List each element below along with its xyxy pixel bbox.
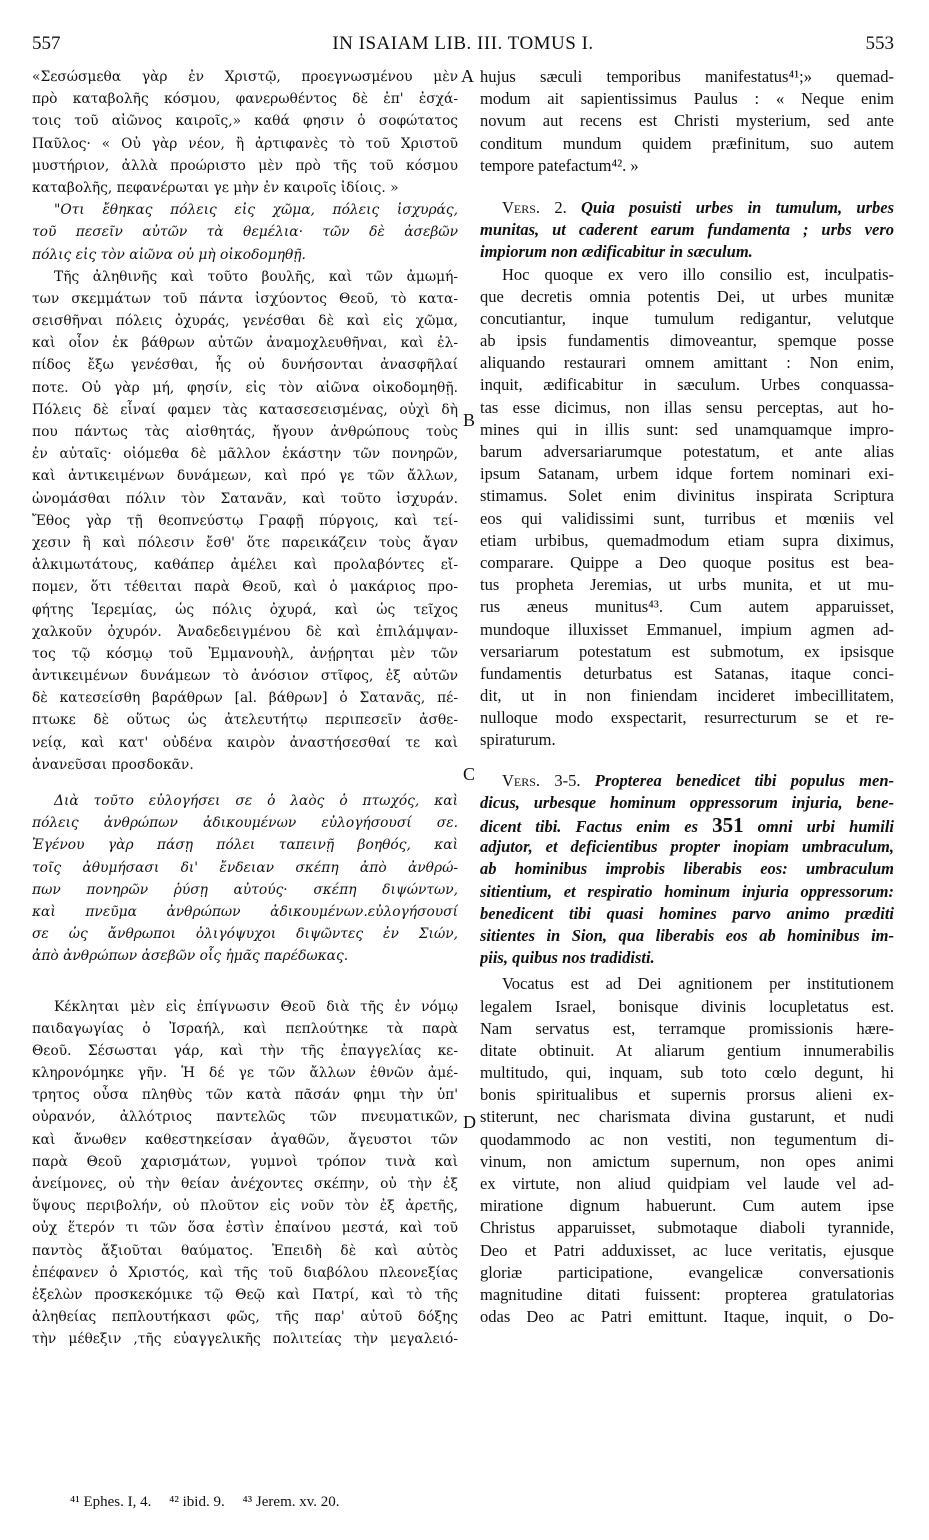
verse-line: πων πονηρῶν ῥύσῃ αὐτούς· σκέπη διψώντων, (32, 881, 458, 898)
text-line: χεσιν ἢ καὶ πόλεσιν ἔσθ' ὅτε παρεικάζειν τοὺς ἄγαν (32, 534, 458, 551)
verse-line: sitientes in Sion, qua liberabis eos ab hominibus im- (480, 925, 894, 945)
text-line: Deo et Patri adduxisset, ac luce veritatis, ejusque (480, 1240, 894, 1260)
text-line: que decretis omnia potentis Dei, ut urbes munitæ (480, 286, 894, 306)
running-title: IN ISAIAM LIB. III. TOMUS I. (332, 33, 594, 54)
text-line: τοις τοῦ αἰῶνος καιροῖς,» καθά φησιν ὁ σοφώτατος (32, 113, 458, 130)
text-line: ex virtute, non aliud quidpiam vel laude vel ad- (480, 1174, 894, 1193)
verse-label: Vers. 2. (502, 197, 567, 217)
footnote: ⁴² ibid. 9. (169, 1494, 225, 1510)
text-line: Hoc quoque ex vero illo consilio est, inculpatis- (502, 264, 894, 284)
text-line: ἀνείμονες, οὐ τὴν θείαν ἀνέχοντες σκέπην, οὐ τὴν ἐξ (32, 1176, 458, 1192)
text-line: ἀντικειμένων δυνάμεων τὸ ἀνόσιον στῖφος, ἐξ αὐτῶν (32, 668, 458, 685)
text-line: καὶ οἷον ἐκ βάθρων αὐτῶν ἀναμοχλευθῆναι, καὶ ἐλ- (32, 335, 458, 352)
verse-line: Ἐγένου γὰρ πάσῃ πόλει ταπεινῇ βοηθός, καὶ (32, 837, 458, 854)
text-line: dit, ut in non finiendam incideret imbecillitatem, (480, 686, 894, 706)
right-page-number: 553 (865, 33, 894, 54)
text-line: ἐν αὐταῖς· οἰόμεθα δὲ μᾶλλον ἑκάστην τῶν πονηρῶν, (32, 446, 458, 463)
text-line: versariarum potestatum est submotum, ex ipsisque (480, 641, 894, 661)
text-line: legalem Israel, bonisque divinis locupletatus est. (480, 996, 894, 1016)
spacer (480, 752, 894, 770)
text-line: μυστήριον, ἀλλὰ προώριστο μὲν πρὸ τῆς τοῦ κόσμου (32, 157, 458, 174)
text-line: καὶ ἀντικειμένων δυνάμεων, καὶ πρό γε τῶν ἄλλων, (32, 468, 458, 485)
text-line: ab ipsis fundamentis dimoveantur, spemque posse (480, 331, 894, 351)
latin-verse-3 (480, 770, 894, 970)
text-line: mundoque illuxisset Emmanuel, impium agmen ad- (480, 619, 894, 639)
text-line: Vocatus est ad Dei agnitionem per institutionem (502, 974, 894, 994)
verse-label: Vers. 3-5. (502, 770, 581, 790)
text-line: Ἔθος γὰρ τῇ θεοπνεύστῳ Γραφῇ πύργοις, καὶ τεί- (32, 512, 458, 529)
verse-line: ab hominibus improbis liberabis eos: umbraculum (480, 859, 894, 879)
spacer (480, 177, 894, 197)
greek-paragraph-3 (32, 996, 458, 1351)
text-line: τὴν μέθεξιν ,τῆς εὐαγγελικῆς πολιτείας τὴν μεγαλειό- (32, 1331, 458, 1348)
text-line: ἀνανεῦσαι προσδοκᾶν. (32, 756, 194, 773)
verse-text: Quia posuisti urbes in tumulum, urbes (580, 197, 894, 217)
text-line: των σκεμμάτων τοῦ πάντα ἰσχύοντος Θεοῦ, τὸ κατα- (32, 290, 458, 307)
text-line: barum adversariarumque potestatum, et ante alias (480, 442, 894, 461)
verse-line: impiorum non ædificabitur in sæculum. (480, 242, 753, 262)
text-line: stiterunt, nec charismata divina gustarunt, et nudi (480, 1107, 894, 1127)
text-line: «Σεσώσμεθα γὰρ ἐν Χριστῷ, προεγνωσμένου μὲν (32, 69, 458, 85)
verse-line (480, 770, 894, 792)
footnote: ⁴¹ Ephes. I, 4. (70, 1494, 152, 1510)
text-line: νείᾳ, καὶ κατ' οὐδένα καιρὸν ἀναστήσεσθαί τε καὶ (32, 734, 458, 751)
footnotes (70, 1494, 490, 1511)
margin-marker-d: D (463, 1112, 476, 1132)
verse-line: dicus, urbesque hominum oppressorum injuria, bene- (480, 792, 894, 812)
text-line: miratione dignum habuerunt. Cum autem ipse (480, 1196, 894, 1216)
text-line: ποτε. Οὐ γὰρ μή, φησίν, εἰς τὸν αἰῶνα οἰκοδομηθῇ. (32, 379, 458, 396)
greek-paragraph-2 (32, 266, 458, 776)
verse-line: πόλις εἰς τὸν αἰῶνα οὐ μὴ οἰκοδομηθῇ. (32, 246, 306, 263)
text-line: παιδαγωγίας ὁ Ἰσραήλ, καὶ πεπλούτηκε τὰ παρὰ (32, 1020, 458, 1037)
verse-line: τοῦ πεσεῖν αὐτῶν τὰ θεμέλια· τῶν δὲ ἀσεβῶν (32, 224, 458, 241)
latin-paragraph-3 (480, 973, 894, 1328)
verse-line: Διὰ τοῦτο εὐλογήσει σε ὁ λαὸς ὁ πτωχός, καὶ (54, 793, 458, 809)
text-line: quodammodo ac non vestiti, non tegumentum di- (480, 1129, 894, 1149)
text-line: Christus apparuisset, submotaque diaboli tyrannide, (480, 1218, 894, 1238)
text-line: πίδος ἔξω γενέσθαι, ἧς οὐ δυνήσονται ἀνασφῆλαί (32, 357, 458, 374)
verse-line: "Οτι ἔθηκας πόλεις εἰς χῶμα, πόλεις ἰσχυράς, (54, 202, 458, 219)
text-line: hujus sæculi temporibus manifestatus⁴¹;» quemad- (480, 67, 894, 86)
running-header (32, 33, 894, 57)
text-line: bonis spiritualibus et supernis prorsus alieni ex- (480, 1085, 894, 1105)
text-line: ἀλκιμωτάτους, καθάπερ ἀμέλει καὶ προλαβόντες εἴ- (32, 557, 458, 574)
verse-line: adjutor, et deficientibus propter inopiam umbraculum, (480, 837, 894, 857)
verse-line (480, 197, 894, 219)
text-line: ὠνομάσθαι πόλιν τὸν Σατανᾶν, καὶ τοῦτο ἰσχυράν. (32, 490, 458, 507)
latin-column (480, 66, 894, 1328)
verse-line: καὶ πνεῦμα ἀνθρώπων ἀδικουμένων.εὐλογήσουσί (32, 903, 458, 920)
text-line: tempore patefactum⁴². » (480, 155, 639, 175)
text-line: magnitudine ditati fuissent: propterea gratulatorias (480, 1284, 894, 1304)
text-line: πρὸ καταβολῆς κόσμου, φανερωθέντος δὲ ἐπ' ἐσχά- (32, 91, 458, 108)
text-line: παντὸς ἄξιοῦται θαύματος. Ἐπειδὴ δὲ καὶ αὐτὸς (32, 1242, 458, 1259)
text-line: τρητος οὖσα πληθὺς τῶν κατὰ πᾶσάν φημι τὴν ὑπ' (32, 1087, 458, 1104)
text-line: ἐπέφανεν ὁ Χριστός, καὶ τῆς τοῦ διαβόλου πλεονεξίας (32, 1264, 458, 1281)
spacer (32, 968, 458, 996)
text-line: παρὰ Θεοῦ χαρισμάτων, γυμνοὶ τρόπον τινὰ καὶ (32, 1153, 458, 1170)
greek-verse-3 (32, 790, 458, 968)
margin-marker-a: A (461, 66, 474, 86)
text-line: Nam servatus est, terramque promissionis hære- (480, 1018, 894, 1038)
greek-column (32, 66, 458, 1351)
verse-text: Propterea benedicet tibi populus men- (594, 770, 894, 790)
text-line: καταβολῆς, πεφανέρωται γε μὴν ἐν καιροῖς ἰδίοις. » (32, 179, 399, 196)
text-line: Πόλεις δὲ εἶναί φαμεν τὰς κατασεσεισμένας, οὐχὶ δὴ (32, 401, 458, 418)
text-line: Παῦλος· « Οὐ γὰρ νέον, ἢ ἀρτιφανὲς τὸ τοῦ Χριστοῦ (32, 135, 458, 152)
text-line: modum ait sapientissimus Paulus : « Neque enim (480, 89, 894, 109)
text-line: tus propheta Jeremias, ut urbs munita, et ut mu- (480, 575, 894, 595)
verse-line: munitas, ut caderent earum fundamenta ; urbs vero (480, 220, 894, 240)
text-line: ἀληθείας πεπλουτήκασι φῶς, τῆς παρ' αὐτοῦ δόξης (32, 1309, 458, 1326)
text-line: odas Deo ac Patri emittunt. Itaque, inquit, o Do- (480, 1307, 894, 1327)
greek-paragraph-1 (32, 66, 458, 199)
text-line: Κέκληται μὲν εἰς ἐπίγνωσιν Θεοῦ διὰ τῆς ἐν νόμῳ (54, 998, 458, 1015)
text-line: etiam urbibus, quemadmodum etiam supra diximus, (480, 530, 894, 550)
left-page-number: 557 (32, 33, 61, 54)
column-number: 351 (712, 814, 744, 837)
text-line: comparare. Quippe a Deo quoque positus est bea- (480, 552, 894, 572)
verse-line: ἀπὸ ἀνθρώπων ἀσεβῶν οἷς ἡμᾶς παρέδωκας. (32, 948, 349, 965)
text-line: mines qui in illis sunt: sed unamquamque impro- (480, 419, 894, 439)
margin-marker-c: C (463, 764, 476, 784)
text-line: πτωκε δὲ οὕτως ὡς ἀτελευτήτῳ περιπεσεῖν ἀσθε- (32, 712, 458, 729)
text-line: stimamus. Solet enim divinitus inspirata Scriptura (480, 486, 894, 506)
verse-line: σε ὡς ἄνθρωποι ὀλιγόψυχοι διψῶντες ἐν Σιών, (32, 926, 458, 943)
text-line: aliquando restaurari omnem amittant : Non enim, (480, 353, 894, 373)
text-line: οὐχ ἕτερόν τι τῶν ὅσα ἐστὶν ἐπαίνου μεστά, καὶ τοῦ (32, 1220, 458, 1237)
text-line: novum aut recens est Christi mysterium, sed ante (480, 111, 894, 131)
verse-line (480, 814, 894, 836)
text-line: τος τῷ κόσμῳ τοῦ Ἐμμανουὴλ, ἀνῄρηται μὲν τῶν (32, 645, 458, 662)
verse-line: sitientium, et respiratio hominum injuria oppressorum: (480, 881, 894, 901)
text-line: που πάντως τὰς αἰσθητάς, ἤγουν ἀνθρώπους τοὺς (32, 424, 458, 440)
text-line: vinum, non amictum supernum, non opes animi (480, 1151, 894, 1171)
text-line: ἐξελὼν προσκεκόμικε τῷ Θεῷ καὶ Πατρί, καὶ τὸ τῆς (32, 1286, 458, 1303)
text-line: οὐρανόν, ἀλλότριος παντελῶς τῶν πνευματικῶν, (32, 1109, 458, 1126)
text-line: ipsum Satanam, urbem idque fortem nominari exi- (480, 464, 894, 484)
spacer (32, 776, 458, 790)
text-line: spiraturum. (480, 730, 556, 750)
text-line: σεισθῆναι πόλεις ὀχυράς, γενέσθαι δὲ καὶ εἰς χῶμα, (32, 313, 458, 330)
text-line: φήτης Ἱερεμίας, ὡς πόλις ὀχυρά, καὶ ὡς τεῖχος (32, 601, 458, 618)
verse-line: piis, quibus nos tradidisti. (480, 948, 655, 968)
text-line: multitudo, qui, inquam, sub toto cœlo degunt, hi (480, 1063, 894, 1083)
text-line: πομεν, ὅτι τέθειται παρὰ Θεοῦ, καὶ ὁ μακάριος προ- (32, 579, 458, 596)
text-line: nulloque modo exspectarit, resurrecturum se et re- (480, 708, 894, 728)
footnote: ⁴³ Jerem. xv. 20. (242, 1494, 340, 1510)
text-line: καὶ ἄνωθεν καθεστηκείσαν ἀγαθῶν, ἄγευστοι τῶν (32, 1131, 458, 1148)
text-line: ὕψους περιβολήν, οὐ πλοῦτον εἰς νοῦν τὸν ἐξ ἀρετῆς, (32, 1198, 458, 1215)
text-line: Θεοῦ. Σέσωσται γάρ, καὶ τὴν τῆς ἐπαγγελίας κε- (32, 1042, 458, 1059)
text-line: κληρονόμηκε γῆν. Ἡ δέ γε τῶν ἄλλων ἐθνῶν ἀμέ- (32, 1065, 458, 1082)
latin-paragraph-1 (480, 66, 894, 177)
text-line: fundamentis deturbatus est Satanas, itaque conci- (480, 663, 894, 683)
text-line: eos qui validissimi sunt, turribus et mœniis vel (480, 508, 894, 528)
verse-line: τοῖς ἀθυμήσασι δι' ἔνδειαν σκέπη ἀπὸ ἀνθρώ- (32, 859, 458, 876)
greek-verse-2 (32, 199, 458, 266)
latin-verse-2 (480, 197, 894, 264)
text-line: concutiantur, inque tumulum redigantur, velutque (480, 308, 894, 328)
text-line: χαλκοῦν ὀχυρόν. Ἀναδεδειγμένου δὲ καὶ ἐπιλάμψαν- (32, 623, 458, 640)
text-line: rus æneus munitus⁴³. Cum autem apparuisset, (480, 597, 894, 617)
text-line: gloriæ participatione, evangelicæ conversationis (480, 1262, 894, 1282)
text-line: conditum mundum quidem præfinitum, suo autem (480, 133, 894, 153)
text-line: ditate obtinuit. At aliarum gentium innumerabilis (480, 1040, 894, 1060)
text-line: Τῆς ἀληθινῆς καὶ τοῦτο βουλῆς, καὶ τῶν ἀμωμή- (54, 268, 458, 285)
verse-line: benedicent tibi quasi homines parvo animo præditi (480, 903, 894, 923)
verse-line: πόλεις ἀνθρώπων ἀδικουμένων εὐλογήσουσί σε. (32, 815, 458, 832)
margin-marker-b: B (463, 410, 476, 430)
text-line: inquit, ædificabitur in sæculum. Urbes conquassa- (480, 375, 894, 395)
verse-text: dicent tibi. Factus enim es (480, 817, 699, 836)
text-line: tas esse dicimus, non illas sensu perceptas, aut ho- (480, 397, 894, 417)
text-line: δὲ κατεσείσθη βαράθρων [al. βάθρων] ὁ Σατανᾶς, πέ- (32, 690, 458, 707)
latin-paragraph-2 (480, 264, 894, 752)
verse-text: omni urbi humili (757, 817, 894, 836)
